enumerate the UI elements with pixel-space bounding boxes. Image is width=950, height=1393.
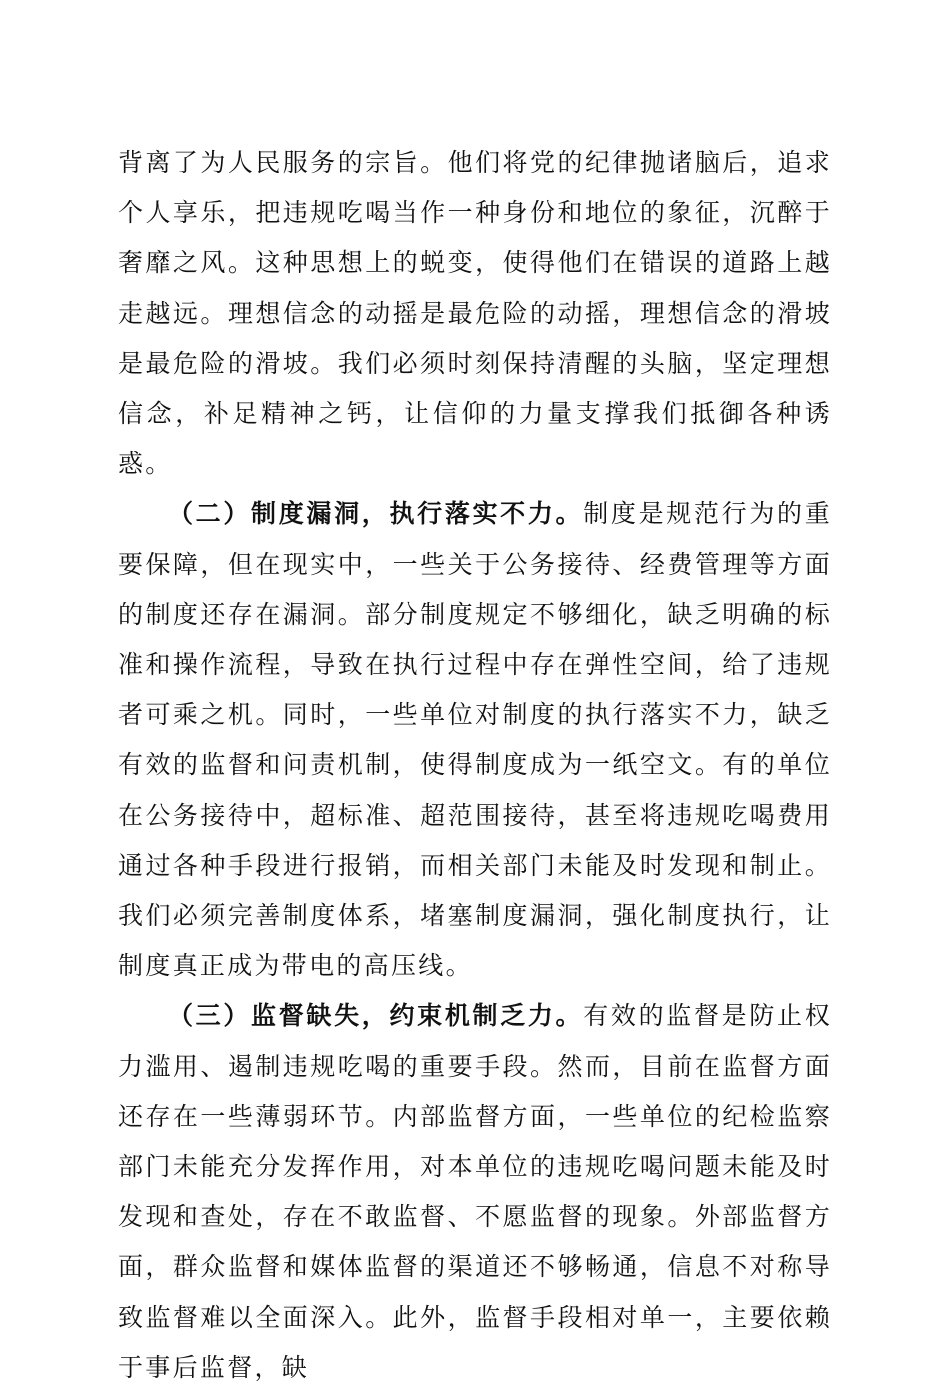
document-body [118, 138, 832, 1393]
paragraph-continuation [118, 138, 832, 489]
paragraph-text: 制度是规范行为的重要保障，但在现实中，一些关于公务接待、经费管理等方面的制度还存在漏洞。部分制度规定不够细化，缺乏明确的标准和操作流程，导致在执行过程中存在弹性空间，给了违规者可乘之机。同时，一些单位对制度的执行落实不力，缺乏有效的监督和问责机制，使得制度成为一纸空文。有的单位在公务接待中，超标准、超范围接待，甚至将违规吃喝费用通过各种手段进行报销，而相关部门未能及时发现和制止。我们必须完善制度体系，堵塞制度漏洞，强化制度执行，让制度真正成为带电的高压线。 [118, 499, 832, 981]
section-heading: （三）监督缺失，约束机制乏力。 [168, 1001, 584, 1031]
paragraph-section-2 [118, 489, 832, 991]
paragraph-text: 有效的监督是防止权力滥用、遏制违规吃喝的重要手段。然而，目前在监督方面还存在一些薄弱环节。内部监督方面，一些单位的纪检监察部门未能充分发挥作用，对本单位的违规吃喝问题未能及时发现和查处，存在不敢监督、不愿监督的现象。外部监督方面，群众监督和媒体监督的渠道还不够畅通，信息不对称导致监督难以全面深入。此外，监督手段相对单一，主要依赖于事后监督，缺 [118, 1001, 832, 1382]
paragraph-text: 背离了为人民服务的宗旨。他们将党的纪律抛诸脑后，追求个人享乐，把违规吃喝当作一种身份和地位的象征，沉醉于奢靡之风。这种思想上的蜕变，使得他们在错误的道路上越走越远。理想信念的动摇是最危险的动摇，理想信念的滑坡是最危险的滑坡。我们必须时刻保持清醒的头脑，坚定理想信念，补足精神之钙，让信仰的力量支撑我们抵御各种诱惑。 [118, 148, 832, 479]
section-heading: （二）制度漏洞，执行落实不力。 [168, 499, 584, 529]
paragraph-section-3 [118, 991, 832, 1393]
